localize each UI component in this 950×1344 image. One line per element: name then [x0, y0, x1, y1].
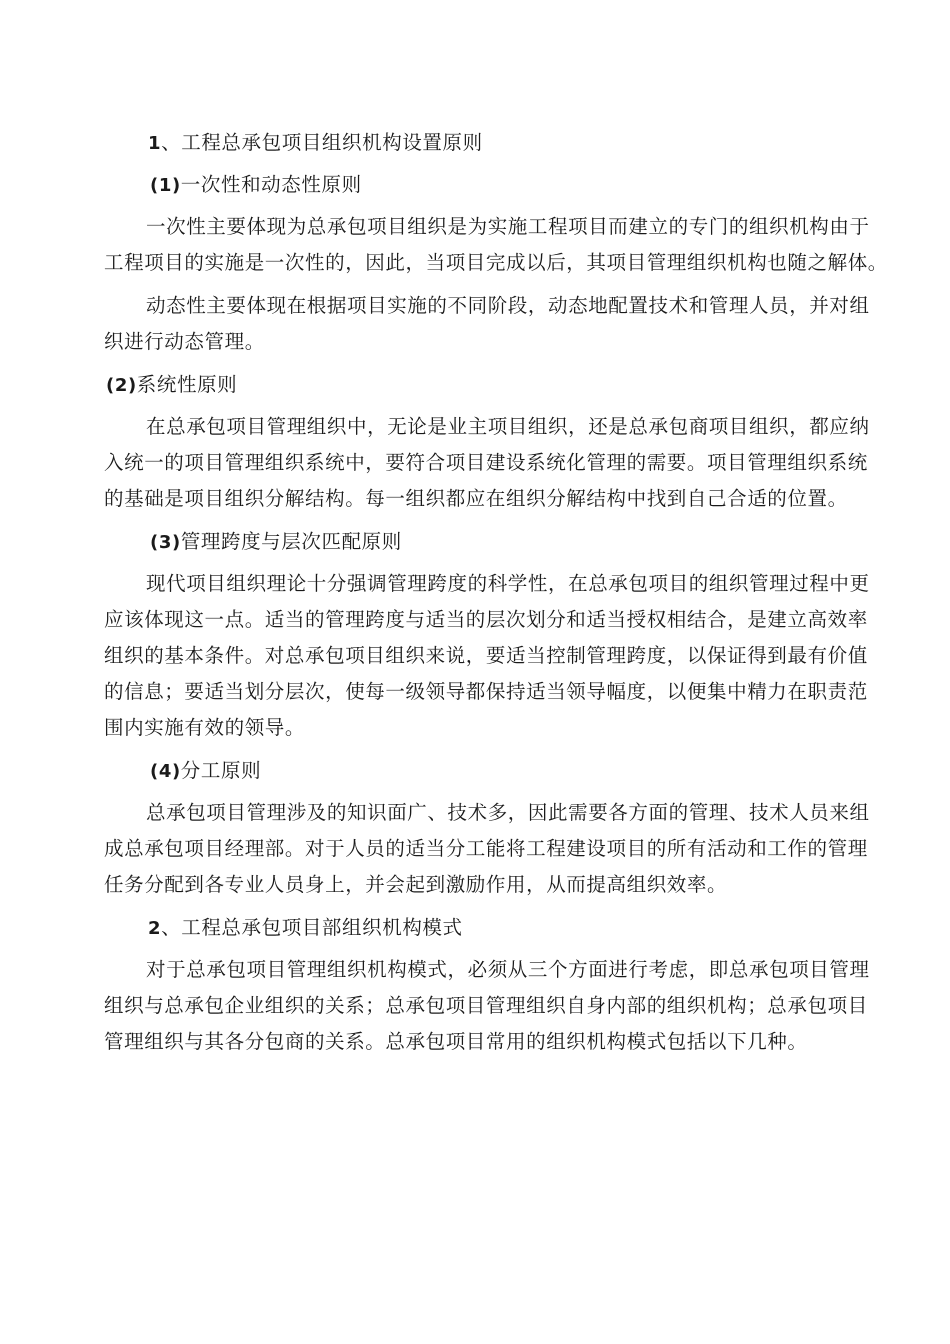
- section-subheading: [104, 753, 884, 789]
- heading-number: 1: [148, 133, 162, 154]
- heading-number: (1): [150, 175, 181, 196]
- paragraph-line: 应该体现这一点。适当的管理跨度与适当的层次划分和适当授权相结合，是建立高效率: [104, 608, 868, 631]
- section-heading: [104, 910, 884, 946]
- paragraph-line: 对于总承包项目管理组织机构模式，必须从三个方面进行考虑，即总承包项目管理: [146, 958, 870, 981]
- section-subheading: [104, 367, 884, 403]
- paragraph-line: 动态性主要体现在根据项目实施的不同阶段，动态地配置技术和管理人员，并对组: [146, 294, 870, 317]
- heading-number: (4): [150, 761, 181, 782]
- paragraph-line: 一次性主要体现为总承包项目组织是为实施工程项目而建立的专门的组织机构由于: [146, 215, 870, 238]
- paragraph-line: 任务分配到各专业人员身上，并会起到激励作用，从而提高组织效率。: [104, 873, 728, 896]
- paragraph-line: 管理组织与其各分包商的关系。总承包项目常用的组织机构模式包括以下几种。: [104, 1030, 808, 1053]
- heading-text: 一次性和动态性原则: [180, 173, 362, 196]
- paragraph-line: 工程项目的实施是一次性的，因此，当项目完成以后，其项目管理组织机构也随之解体。: [104, 251, 888, 274]
- paragraph-line: 的信息；要适当划分层次，使每一级领导都保持适当领导幅度，以便集中精力在职责范: [104, 680, 868, 703]
- paragraph: [104, 209, 888, 281]
- section-heading: [104, 125, 884, 161]
- paragraph-line: 现代项目组织理论十分强调管理跨度的科学性，在总承包项目的组织管理过程中更: [146, 572, 870, 595]
- paragraph-line: 组织的基本条件。对总承包项目组织来说，要适当控制管理跨度，以保证得到最有价值: [104, 644, 868, 667]
- paragraph: [104, 288, 884, 360]
- paragraph-line: 织进行动态管理。: [104, 330, 265, 353]
- heading-number: (2): [106, 375, 137, 396]
- heading-text: 分工原则: [180, 759, 262, 782]
- section-subheading: [104, 167, 884, 203]
- paragraph-line: 总承包项目管理涉及的知识面广、技术多，因此需要各方面的管理、技术人员来组: [146, 801, 870, 824]
- heading-text: 系统性原则: [136, 373, 238, 396]
- section-subheading: [104, 524, 884, 560]
- heading-number: 2: [148, 918, 162, 939]
- paragraph: [104, 795, 884, 903]
- paragraph: [104, 566, 884, 746]
- paragraph-line: 围内实施有效的领导。: [104, 716, 306, 739]
- document-body: [104, 125, 888, 1067]
- heading-text: 、工程总承包项目组织机构设置原则: [161, 131, 483, 154]
- heading-text: 、工程总承包项目部组织机构模式: [161, 916, 463, 939]
- paragraph-line: 组织与总承包企业组织的关系；总承包项目管理组织自身内部的组织机构；总承包项目: [104, 994, 868, 1017]
- paragraph-line: 的基础是项目组织分解结构。每一组织都应在组织分解结构中找到自己合适的位置。: [104, 487, 848, 510]
- paragraph-line: 成总承包项目经理部。对于人员的适当分工能将工程建设项目的所有活动和工作的管理: [104, 837, 868, 860]
- heading-number: (3): [150, 532, 181, 553]
- heading-text: 管理跨度与层次匹配原则: [180, 530, 402, 553]
- paragraph: [104, 952, 884, 1060]
- paragraph: [104, 409, 884, 517]
- paragraph-line: 入统一的项目管理组织系统中，要符合项目建设系统化管理的需要。项目管理组织系统: [104, 451, 868, 474]
- paragraph-line: 在总承包项目管理组织中，无论是业主项目组织，还是总承包商项目组织，都应纳: [146, 415, 870, 438]
